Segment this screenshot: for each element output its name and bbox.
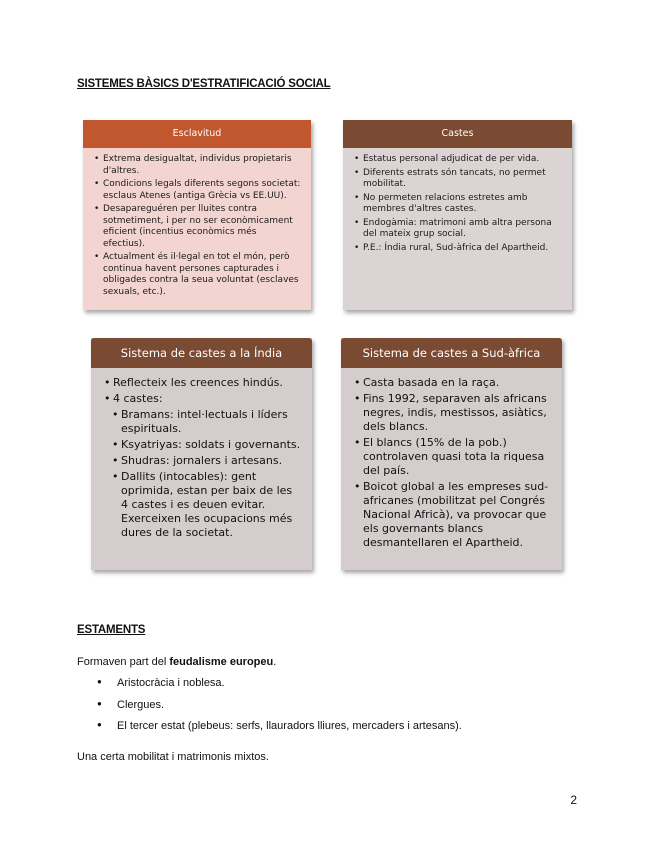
list-item: • Actualment és il·legal en tot el món, però continua havent persones capturades i obligades contra la seua voluntat (esclaves sexuals, etc.).	[103, 252, 301, 298]
list-item: ● Aristocràcia i noblesa.	[97, 677, 462, 689]
card-esclavitud-title: Esclavitud	[83, 120, 311, 148]
list-item: • 4 castes:	[113, 392, 302, 406]
list-item: ● Clergues.	[97, 699, 462, 711]
intro-suffix: .	[273, 656, 277, 668]
list-item: • Casta basada en la raça.	[363, 376, 552, 390]
list-item: • Condicions legals diferents segons societat: esclaus Atenes (antiga Grècia vs EE.UU).	[103, 179, 301, 202]
card-sudafrica	[341, 338, 562, 570]
list-item: • Extrema desigualtat, individus propietaris d'altres.	[103, 154, 301, 177]
intro-bold: feudalisme europeu	[169, 656, 274, 668]
list-item: • Ksyatriyas: soldats i governants.	[121, 438, 302, 452]
list-item: • Bramans: intel·lectuals i líders espirituals.	[121, 408, 302, 436]
estaments-closing: Una certa mobilitat i matrimonis mixtos.	[77, 751, 269, 763]
card-india-title: Sistema de castes a la Índia	[91, 338, 312, 368]
card-castes	[343, 120, 572, 310]
intro-prefix: Formaven part del	[77, 656, 170, 668]
list-item: • Endogàmia: matrimoni amb altra persona del mateix grup social.	[363, 218, 562, 241]
section-title-sistemes: SISTEMES BÀSICS D'ESTRATIFICACIÓ SOCIAL	[77, 78, 331, 90]
card-esclavitud-list	[83, 148, 311, 306]
section-title-estaments: ESTAMENTS	[77, 624, 146, 636]
list-item: • Fins 1992, separaven als africans negres, indis, mestissos, asiàtics, dels blancs.	[363, 392, 552, 434]
list-item: • Estatus personal adjudicat de per vida.	[363, 154, 562, 166]
list-item: • Diferents estrats són tancats, no permet mobilitat.	[363, 168, 562, 191]
list-item: • El blancs (15% de la pob.) controlaven quasi tota la riquesa del país.	[363, 436, 552, 478]
page-number: 2	[570, 793, 577, 807]
card-sudafrica-title: Sistema de castes a Sud-àfrica	[341, 338, 562, 368]
estaments-intro	[77, 656, 276, 668]
card-castes-list	[343, 148, 572, 262]
card-sudafrica-list	[341, 368, 562, 558]
list-item: ● El tercer estat (plebeus: serfs, llauradors lliures, mercaders i artesans).	[97, 720, 462, 732]
card-castes-title: Castes	[343, 120, 572, 148]
list-item: • Reflecteix les creences hindús.	[113, 376, 302, 390]
card-india	[91, 338, 312, 570]
card-esclavitud	[83, 120, 311, 310]
list-item: • Shudras: jornalers i artesans.	[121, 454, 302, 468]
card-india-list	[91, 368, 312, 548]
list-item: • P.E.: Índia rural, Sud-àfrica del Apartheid.	[363, 243, 562, 255]
list-item: • Boicot global a les empreses sud-africanes (mobilitzat pel Congrés Nacional Africà), va provocar que els governants blancs desmantellaren el Apartheid.	[363, 480, 552, 550]
list-item: • Desapareguéren per lluites contra sotmetiment, i per no ser econòmicament eficient (incentius econòmics més efectius).	[103, 204, 301, 250]
estaments-list	[97, 677, 462, 742]
list-item: • No permeten relacions estretes amb membres d'altres castes.	[363, 193, 562, 216]
list-item: • Dallits (intocables): gent oprimida, estan per baix de les 4 castes i es deuen evitar. Exerceixen les ocupacions més dures de la societat.	[121, 470, 302, 540]
